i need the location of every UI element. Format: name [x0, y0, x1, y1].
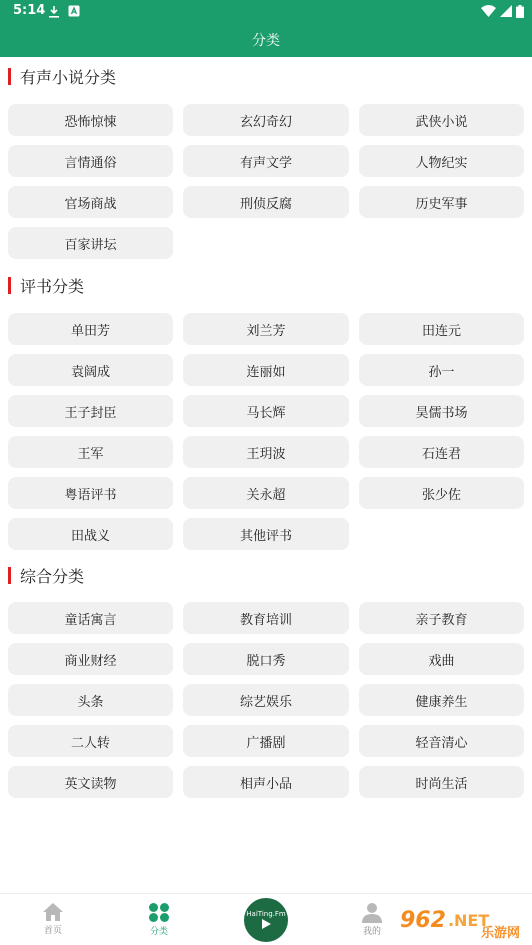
site-watermark — [400, 898, 526, 942]
nav-category[interactable] — [129, 902, 189, 937]
category-chip[interactable]: 二人转 — [8, 725, 173, 757]
section-title-audio-novel — [8, 66, 116, 86]
category-chip[interactable]: 王军 — [8, 436, 173, 468]
category-chip[interactable]: 单田芳 — [8, 313, 173, 345]
watermark-subtitle: 乐游网 — [480, 926, 520, 941]
play-icon — [260, 918, 272, 930]
category-chip[interactable]: 昊儒书场 — [359, 395, 524, 427]
category-chip[interactable]: 田连元 — [359, 313, 524, 345]
watermark-number: 962 — [400, 907, 446, 933]
category-chip[interactable]: 头条 — [8, 684, 173, 716]
status-time: 5:14 — [13, 3, 46, 18]
category-chip[interactable]: 脱口秀 — [183, 643, 349, 675]
category-chip[interactable]: 袁阔成 — [8, 354, 173, 386]
status-bar — [0, 0, 532, 22]
category-chip[interactable]: 教育培训 — [183, 602, 349, 634]
category-chip[interactable]: 历史军事 — [359, 186, 524, 218]
nav-mine-label: 我的 — [362, 927, 381, 937]
user-icon — [361, 902, 383, 923]
category-chip[interactable]: 王玥波 — [183, 436, 349, 468]
section-accent-bar — [8, 68, 11, 85]
category-chip[interactable]: 武侠小说 — [359, 104, 524, 136]
category-chip[interactable]: 百家讲坛 — [8, 227, 173, 259]
wifi-icon — [481, 5, 496, 17]
category-chip[interactable]: 恐怖惊悚 — [8, 104, 173, 136]
signal-icon — [500, 5, 512, 17]
download-icon — [48, 5, 60, 18]
category-chip[interactable]: 石连君 — [359, 436, 524, 468]
section-title-general — [8, 565, 84, 585]
category-chip[interactable]: 刘兰芳 — [183, 313, 349, 345]
category-chip[interactable]: 商业财经 — [8, 643, 173, 675]
section-accent-bar — [8, 567, 11, 584]
category-grid-storytelling — [8, 313, 524, 550]
nav-home-label: 首页 — [43, 926, 62, 936]
category-chip[interactable]: 官场商战 — [8, 186, 173, 218]
category-grid-icon — [148, 902, 170, 923]
home-icon — [42, 902, 64, 922]
app-header — [0, 0, 532, 57]
category-chip[interactable]: 刑侦反腐 — [183, 186, 349, 218]
category-chip[interactable]: 童话寓言 — [8, 602, 173, 634]
category-chip[interactable]: 人物纪实 — [359, 145, 524, 177]
category-chip[interactable]: 其他评书 — [183, 518, 349, 550]
category-chip[interactable]: 戏曲 — [359, 643, 524, 675]
section-title-storytelling — [8, 275, 84, 295]
section-title-text: 综合分类 — [20, 566, 85, 586]
page-title: 分类 — [252, 33, 280, 49]
section-title-text: 有声小说分类 — [20, 67, 117, 87]
category-chip[interactable]: 健康养生 — [359, 684, 524, 716]
category-chip[interactable]: 王子封臣 — [8, 395, 173, 427]
section-accent-bar — [8, 277, 11, 294]
play-center-button[interactable] — [244, 898, 288, 942]
category-chip[interactable]: 言情通俗 — [8, 145, 173, 177]
category-chip[interactable]: 相声小品 — [183, 766, 349, 798]
section-title-text: 评书分类 — [20, 276, 85, 296]
nav-category-label: 分类 — [149, 927, 168, 937]
category-chip[interactable]: 时尚生活 — [359, 766, 524, 798]
category-chip[interactable]: 综艺娱乐 — [183, 684, 349, 716]
watermark-domain: .NET — [447, 910, 490, 930]
battery-icon — [516, 5, 524, 18]
nav-mine[interactable] — [342, 902, 402, 937]
category-chip[interactable]: 孙一 — [359, 354, 524, 386]
category-chip[interactable]: 张少佐 — [359, 477, 524, 509]
category-chip[interactable]: 玄幻奇幻 — [183, 104, 349, 136]
category-grid-general — [8, 602, 524, 798]
app-notification-icon — [68, 5, 80, 17]
category-chip[interactable]: 广播剧 — [183, 725, 349, 757]
category-chip[interactable]: 连丽如 — [183, 354, 349, 386]
category-chip[interactable]: 关永超 — [183, 477, 349, 509]
category-chip[interactable]: 轻音清心 — [359, 725, 524, 757]
category-chip[interactable]: 田战义 — [8, 518, 173, 550]
category-grid-audio-novel — [8, 104, 524, 259]
category-chip[interactable]: 亲子教育 — [359, 602, 524, 634]
nav-home[interactable] — [23, 902, 83, 936]
category-chip[interactable]: 粤语评书 — [8, 477, 173, 509]
category-chip[interactable]: 马长辉 — [183, 395, 349, 427]
category-chip[interactable]: 有声文学 — [183, 145, 349, 177]
center-button-brand: HaiTing.Fm — [246, 910, 286, 918]
category-chip[interactable]: 英文读物 — [8, 766, 173, 798]
